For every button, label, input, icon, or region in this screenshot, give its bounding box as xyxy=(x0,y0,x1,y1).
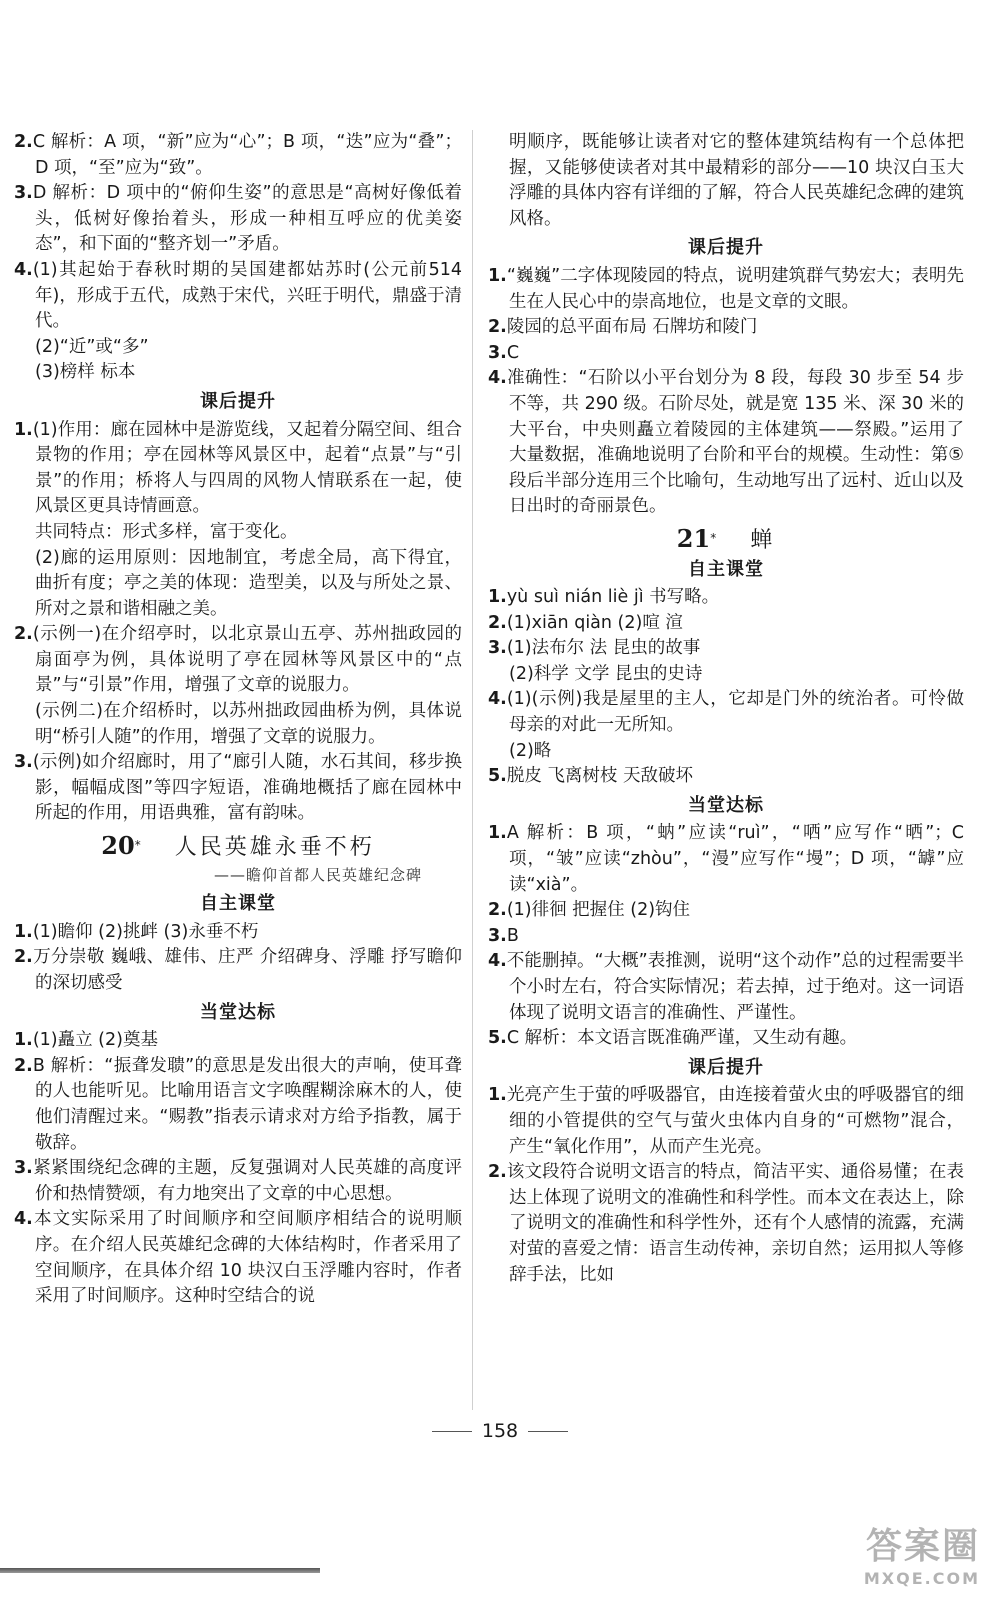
answer-item xyxy=(488,687,964,738)
section-heading-kehou: 课后提升 xyxy=(688,237,764,259)
answer-item xyxy=(488,315,964,341)
answer-number: 3. xyxy=(14,183,33,204)
lesson-star: * xyxy=(710,530,717,545)
left-column xyxy=(14,130,462,1310)
answer-number: 3. xyxy=(488,342,507,363)
answer-item xyxy=(488,949,964,1026)
answer-number: 2. xyxy=(14,1055,33,1076)
answer-item xyxy=(14,622,462,699)
answer-text: D 解析：D 项中的“俯仰生姿”的意思是“高树好像低着头，低树好像抬着头，形成一种相互呼应的优美姿态”，和下面的“整齐划一”矛盾。 xyxy=(32,183,462,255)
answer-text: 该文段符合说明文语言的特点，简洁平实、通俗易懂；在表达上体现了说明文的准确性和科学性。而本文在表达上，除了说明文的准确性和科学性外，还有个人感情的流露，充满对萤的喜爱之情：语言生动传神，亲切自然；运用拟人等修辞手法，比如 xyxy=(506,1162,964,1285)
section-heading-zizhu: 自主课堂 xyxy=(200,893,276,915)
answer-item xyxy=(14,1054,462,1156)
answer-text: (1)法布尔 法 昆虫的故事 xyxy=(506,638,701,659)
answer-continuation xyxy=(14,699,462,750)
answer-number: 4. xyxy=(488,951,507,972)
footer-rule-right xyxy=(528,1431,568,1432)
answer-item xyxy=(14,130,462,181)
answer-item xyxy=(488,1083,964,1160)
answer-text: 脱皮 飞离树枝 天敌破坏 xyxy=(506,766,693,787)
answer-text: (1)作用：廊在园林中是游览线，又起着分隔空间、组合景物的作用；亭在园林等风景区中，起着“点景”与“引景”的作用；桥将人与四周的风物人情联系在一起，使风景区更具诗情画意。 xyxy=(32,419,462,517)
answer-list xyxy=(488,821,964,1051)
answer-text: C 解析：A 项，“新”应为“心”；B 项，“迭”应为“叠”；D 项，“至”应为“致”。 xyxy=(32,132,462,178)
answer-number: 4. xyxy=(14,1209,33,1230)
answer-list xyxy=(488,264,964,520)
answer-list xyxy=(488,687,964,738)
lesson-star: * xyxy=(134,838,141,853)
answer-number: 4. xyxy=(488,368,507,389)
right-column xyxy=(488,130,964,1288)
answer-list xyxy=(488,585,964,662)
answer-text: C 解析：本文语言既准确严谨，又生动有趣。 xyxy=(506,1028,858,1049)
answer-item xyxy=(14,258,462,335)
answer-subline: (2)略 xyxy=(509,740,552,761)
answer-text: 紧紧围绕纪念碑的主题，反复强调对人民英雄的高度评价和热情赞颂，有力地突出了文章的中心思想。 xyxy=(32,1158,462,1204)
answer-text: (1)(示例)我是屋里的主人，它却是门外的统治者。可怜做母亲的对此一无所知。 xyxy=(506,689,964,736)
answer-list xyxy=(488,1083,964,1288)
answer-list xyxy=(14,622,462,699)
continued-text: 明顺序，既能够让读者对它的整体建筑结构有一个总体把握，又能够使读者对其中最精彩的部分——10 块汉白玉大浮雕的具体内容有详细的了解，符合人民英雄纪念碑的建筑风格。 xyxy=(509,132,964,229)
answer-subline: (2)科学 文学 昆虫的史诗 xyxy=(509,663,703,684)
answer-item xyxy=(488,764,964,790)
lesson-number: 20 xyxy=(101,831,135,861)
answer-item xyxy=(14,1156,462,1207)
answer-list xyxy=(14,1028,462,1310)
answer-continuation xyxy=(488,739,964,765)
answer-number: 1. xyxy=(14,419,33,440)
lesson-subtitle: ——瞻仰首都人民英雄纪念碑 xyxy=(213,865,422,884)
section-heading-dangtang: 当堂达标 xyxy=(200,1001,276,1023)
answer-text: B 解析：“振聋发聩”的意思是发出很大的声响，使耳聋的人也能听见。比喻用语言文字唤醒糊涂麻木的人，使他们清醒过来。“赐教”指表示请求对方给予指教，属于敬辞。 xyxy=(32,1055,462,1153)
answer-text: A 解析：B 项，“蚋”应读“ruì”，“哂”应写作“晒”；C 项，“皱”应读“zhòu”，“漫”应写作“墁”；D 项，“罅”应读“xià”。 xyxy=(506,823,964,895)
answer-subline: (示例二)在介绍桥时，以苏州拙政园曲桥为例，具体说明“桥引人随”的作用，增强了文章的说服力。 xyxy=(35,701,462,747)
answer-number: 1. xyxy=(488,587,507,608)
answer-list xyxy=(14,130,462,335)
answer-item xyxy=(14,945,462,996)
answer-number: 4. xyxy=(488,689,507,710)
answer-text: 本文实际采用了时间顺序和空间顺序相结合的说明顺序。在介绍人民英雄纪念碑的大体结构时，作者采用了空间顺序，在具体介绍 10 块汉白玉浮雕内容时，作者采用了时间顺序。这种时空结合的说 xyxy=(32,1209,462,1307)
answer-item xyxy=(14,920,462,946)
answer-list xyxy=(14,920,462,997)
answer-text: (1)徘徊 把握住 (2)钩住 xyxy=(506,900,691,921)
answer-item xyxy=(488,636,964,662)
answer-text: 万分崇敬 巍峨、雄伟、庄严 介绍碑身、浮雕 抒写瞻仰的深切感受 xyxy=(32,947,462,993)
answer-number: 1. xyxy=(488,265,507,286)
answer-text: (1)瞻仰 (2)挑衅 (3)永垂不朽 xyxy=(32,921,259,942)
answer-item xyxy=(488,264,964,315)
answer-subline: (2)廊的运用原则：因地制宜，考虑全局，高下得宜，曲折有度；亭之美的体现：造型美，以及与所处之景、所对之景和谐相融之美。 xyxy=(35,547,462,619)
section-heading-dangtang: 当堂达标 xyxy=(688,794,764,816)
answer-item xyxy=(488,366,964,520)
answer-number: 2. xyxy=(14,947,33,968)
answer-item xyxy=(488,585,964,611)
answer-text: yù suì nián liè jì 书写略。 xyxy=(506,587,720,608)
answer-text: 准确性：“石阶以小平台划分为 8 段，每段 30 步至 54 步不等，共 290 级。石阶尽处，就是宽 135 米、深 30 米的大平台，中央则矗立着陵园的主体建筑——祭殿。”运用了大量数据，准确地说明了台阶和平台的规模。生动性：第⑤段后半部分连用三个比喻句，生动地写出了远村、近山以及日出时的奇丽景色。 xyxy=(506,368,964,517)
answer-text: (示例)如介绍廊时，用了“廊引人随，水石其间，移步换影，幅幅成图”等四字短语，准确地概括了廊在园林中所起的作用，用语典雅，富有韵味。 xyxy=(32,752,462,824)
answer-text: B xyxy=(506,925,519,946)
answer-number: 4. xyxy=(14,259,33,280)
answer-text: 光亮产生于萤的呼吸器官，由连接着萤火虫的呼吸器官的细细的小管提供的空气与萤火虫体内自身的“可燃物”混合，产生“氧化作用”，从而产生光亮。 xyxy=(506,1085,964,1157)
answer-text: “巍巍”二字体现陵园的特点，说明建筑群气势宏大；表明先生在人民心中的崇高地位，也是文章的文眼。 xyxy=(506,265,964,312)
answer-item xyxy=(14,750,462,827)
answer-number: 2. xyxy=(14,132,33,152)
answer-text: (1)矗立 (2)奠基 xyxy=(32,1030,158,1051)
answer-number: 3. xyxy=(488,925,507,946)
answer-item xyxy=(488,1026,964,1052)
lesson-name: 蝉 xyxy=(750,527,776,553)
answer-number: 2. xyxy=(488,900,507,921)
answer-number: 3. xyxy=(14,752,33,773)
section-heading-kehou: 课后提升 xyxy=(688,1056,764,1078)
answer-number: 1. xyxy=(14,1030,33,1051)
answer-number: 1. xyxy=(14,921,33,942)
answer-text: 陵园的总平面布局 石牌坊和陵门 xyxy=(506,317,758,338)
page-number: 158 xyxy=(481,1420,519,1442)
answer-continuation xyxy=(488,662,964,688)
section-heading-kehou: 课后提升 xyxy=(200,390,276,412)
answer-item xyxy=(488,611,964,637)
answer-continuation xyxy=(14,335,462,386)
answer-continuation xyxy=(14,520,462,622)
lesson-title-20 xyxy=(14,833,462,861)
answer-number: 3. xyxy=(14,1158,33,1179)
watermark-text: 答案圈 xyxy=(865,1526,980,1567)
answer-item xyxy=(488,924,964,950)
section-heading-zizhu: 自主课堂 xyxy=(688,558,764,580)
watermark-logo xyxy=(864,1518,980,1588)
answer-number: 1. xyxy=(488,823,507,844)
lesson-number: 21 xyxy=(676,523,711,553)
answer-number: 2. xyxy=(488,612,507,633)
watermark-url: MXQE.COM xyxy=(863,1569,980,1588)
answer-item xyxy=(14,181,462,258)
answer-item xyxy=(14,1207,462,1309)
answer-number: 2. xyxy=(488,1162,507,1183)
answer-list xyxy=(488,764,964,790)
lesson-title-21 xyxy=(488,523,964,554)
answer-item xyxy=(488,821,964,898)
lesson-name: 人民英雄永垂不朽 xyxy=(174,835,375,861)
answer-item xyxy=(488,1160,964,1288)
answer-number: 2. xyxy=(488,317,507,338)
footer-rule-left xyxy=(432,1431,472,1432)
answer-number: 5. xyxy=(488,1028,507,1049)
answer-subline: 共同特点：形式多样，富于变化。 xyxy=(35,521,298,542)
answer-subline: (3)榜样 标本 xyxy=(35,362,136,383)
answer-text: (1)xiān qiàn (2)喧 渲 xyxy=(506,612,683,633)
answer-list xyxy=(14,750,462,827)
answer-text: (1)其起始于春秋时期的吴国建都姑苏时(公元前514 年)，形成于五代，成熟于宋代，兴旺于明代，鼎盛于清代。 xyxy=(32,259,462,332)
answer-number: 3. xyxy=(488,638,507,659)
answer-text: C xyxy=(506,342,520,363)
answer-list xyxy=(14,418,462,520)
bottom-rule xyxy=(0,1568,320,1573)
column-divider xyxy=(472,130,473,1410)
answer-item xyxy=(14,1028,462,1054)
answer-item xyxy=(488,341,964,367)
answer-number: 2. xyxy=(14,624,33,645)
page-footer xyxy=(0,1420,1000,1442)
answer-subline: (2)“近”或“多” xyxy=(35,336,149,357)
answer-text: 不能删掉。“大概”表推测，说明“这个动作”总的过程需要半个小时左右，符合实际情况；若去掉，过于绝对。这一词语体现了说明文语言的准确性、严谨性。 xyxy=(506,951,964,1023)
answer-text: (示例一)在介绍亭时，以北京景山五亭、苏州拙政园的扇面亭为例，具体说明了亭在园林等风景区中的“点景”与“引景”作用，增强了文章的说服力。 xyxy=(32,624,462,696)
answer-item xyxy=(14,418,462,520)
answer-number: 5. xyxy=(488,766,507,787)
answer-number: 1. xyxy=(488,1085,507,1106)
answer-item xyxy=(488,898,964,924)
